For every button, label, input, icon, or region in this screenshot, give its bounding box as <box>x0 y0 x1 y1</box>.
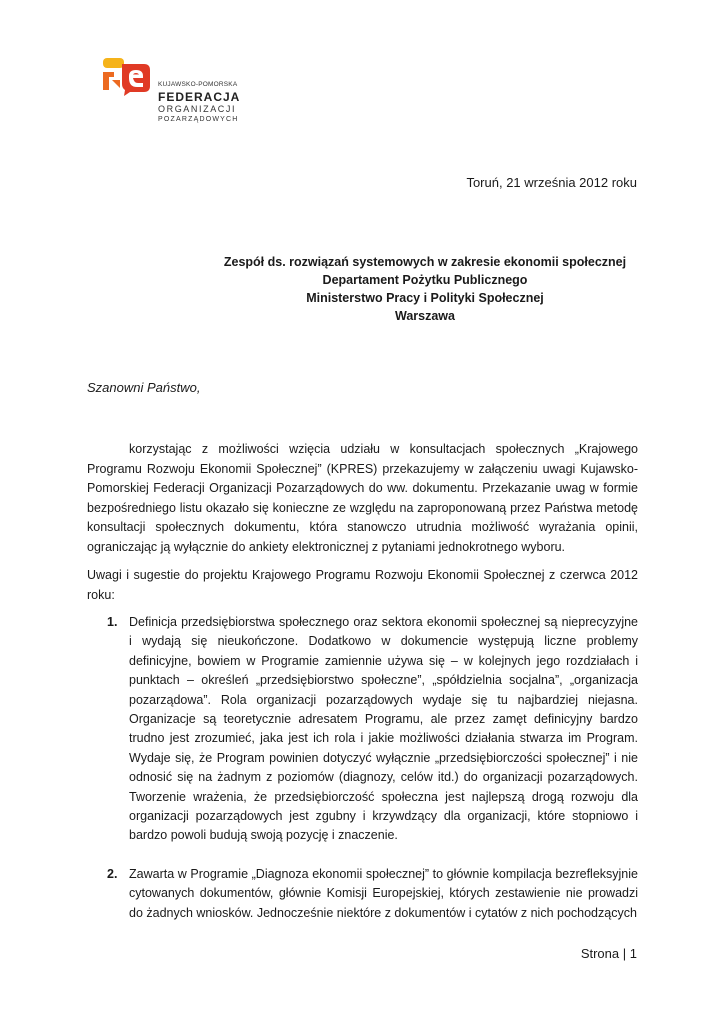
page-number: 1 <box>629 946 637 961</box>
page-label: Strona <box>580 946 620 961</box>
list-item-text: Definicja przedsiębiorstwa społecznego oraz sektora ekonomii społecznej są nieprecyzyjne i wydają się nieukończone. Dodatkowo w dokumencie występują liczne problemy definicyjne, bowiem w Programie zamiennie używa się – w kolejnych jego rozdziałach i punktach – określeń „przedsiębiorstwo społeczne”, „spółdzielnia socjalna”, „organizacja pozarządowa”. Rola organizacji pozarządowych wydaje się tu najbardziej niejasna. Organizacje są teoretycznie adresatem Programu, ale przez zamęt definicyjny bardzo trudno jest zrozumieć, jaka jest ich rola i jakie możliwości działania stwarza im Program. Wydaje się, że Program powinien dotyczyć wyłącznie „przedsiębiorczości społecznej” i nie odnosić się na żadnym z poziomów (diagnozy, celów itd.) do organizacji pozarządowych. Tworzenie wrażenia, że przedsiębiorczość społeczna jest najlepszą drogą rozwoju dla organizacji pozarządowych jest zgubny i krzywdzący dla organizacji, które stopniowo i bardzo powoli budują swoją pozycję i znaczenie. <box>129 615 638 843</box>
recipient-block <box>200 253 650 325</box>
list-item-number: 2. <box>107 866 118 881</box>
letter-date: Toruń, 21 września 2012 roku <box>466 175 637 190</box>
list-item-text: Zawarta w Programie „Diagnoza ekonomii społecznej” to głównie kompilacja bezrefleksyjnie cytowanych dokumentów, głównie Komisji Europejskiej, których zestawienie nie prowadzi do żadnych wniosków. Jednocześnie niektóre z dokumentów i cytatów z nich pochodzących <box>129 866 638 920</box>
page-footer <box>581 946 637 961</box>
intro-paragraph: korzystając z możliwości wzięcia udziału w konsultacjach społecznych „Krajowego Programu Rozwoju Ekonomii Społecznej” (KPRES) przekazujemy w załączeniu uwagi Kujawsko-Pomorskiej Federacji Organizacji Pozarządowych do ww. dokumentu. Przekazanie uwag w formie bezpośredniego listu okazało się konieczne ze względu na zaproponowaną przez Państwa metodę konsultacji społecznych dokumentu, która stanowczo utrudnia możliwość wyrażania opinii, ograniczając ją wyłącznie do ankiety elektronicznej z pytaniami jednokrotnego wyboru. <box>87 442 638 554</box>
list-item-number: 1. <box>107 615 118 629</box>
page-separator: | <box>622 946 627 961</box>
recipient-line-city: Warszawa <box>395 309 455 323</box>
recipient-line-ministry: Ministerstwo Pracy i Polityki Społecznej <box>306 291 544 305</box>
remarks-list <box>87 613 638 942</box>
logo-line-federation: FEDERACJA <box>158 89 241 104</box>
logo-wordmark <box>158 82 240 123</box>
logo-mark-icon <box>100 56 154 96</box>
recipient-line-team: Zespół ds. rozwiązań systemowych w zakresie ekonomii społecznej <box>223 255 627 269</box>
recipient-line-department: Departament Pożytku Publicznego <box>322 273 528 287</box>
logo-line-nongovernmental: POZARZĄDOWYCH <box>158 115 239 123</box>
remarks-heading-paragraph: Uwagi i sugestie do projektu Krajowego Programu Rozwoju Ekonomii Społecznej z czerwca 2012 roku: <box>87 568 638 602</box>
logo-line-organizations: ORGANIZACJI <box>158 103 237 114</box>
list-item <box>87 865 638 923</box>
salutation: Szanowni Państwo, <box>87 380 201 395</box>
organization-logo <box>100 56 280 126</box>
logo-line-region: KUJAWSKO-POMORSKA <box>158 81 238 88</box>
list-item <box>87 613 638 846</box>
